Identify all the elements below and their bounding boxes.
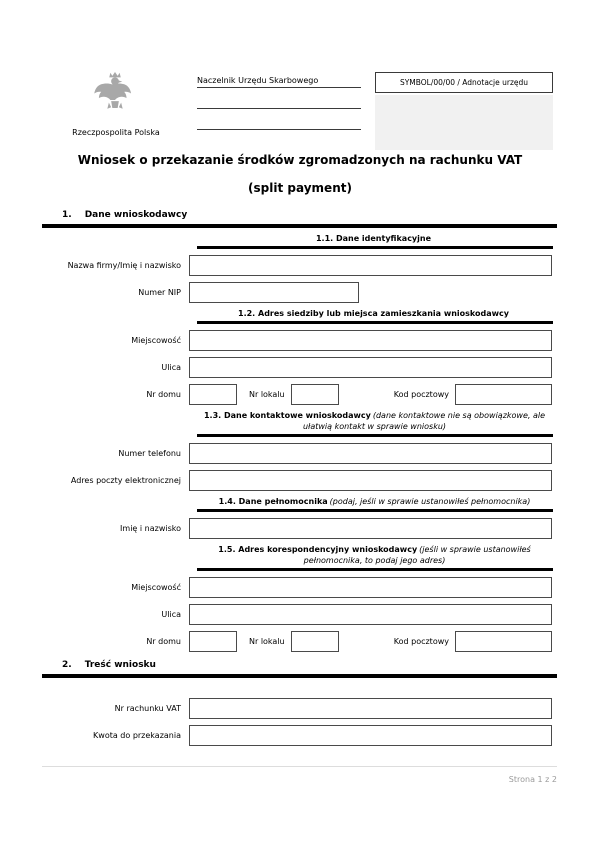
- flat-no-label: Nr lokalu: [249, 390, 285, 399]
- email-input[interactable]: [189, 470, 552, 491]
- subsection-1-2-divider: [197, 321, 553, 324]
- company-name-input[interactable]: [189, 255, 552, 276]
- field-row-email: [42, 470, 557, 491]
- office-annotation-area: [375, 95, 553, 150]
- field-row-city: [42, 330, 557, 351]
- subsection-1-1-heading: 1.1. Dane identyfikacyjne: [315, 234, 432, 243]
- subsection-1-3-heading: 1.3. Dane kontaktowe wnioskodawcy (dane kontaktowe nie są obowiązkowe, ale ułatwią kontakt w sprawie wniosku): [203, 411, 546, 431]
- section-2-heading: [62, 660, 557, 671]
- city-label: Miejscowość: [131, 335, 181, 345]
- company-name-label: Nazwa firmy/Imię i nazwisko: [67, 260, 181, 270]
- corr-city-input[interactable]: [189, 577, 552, 598]
- corr-postal-code-input[interactable]: [455, 631, 552, 652]
- symbol-annotations-box: SYMBOL/00/00 / Adnotacje urzędu: [375, 72, 553, 93]
- form-body: [42, 206, 557, 784]
- nip-input[interactable]: [189, 282, 359, 303]
- office-blank-line: [197, 88, 361, 109]
- phone-label: Numer telefonu: [118, 448, 181, 458]
- spacer: [42, 678, 557, 692]
- attorney-name-input[interactable]: [189, 518, 552, 539]
- subsection-1-5-divider: [197, 568, 553, 571]
- postal-code-label: Kod pocztowy: [393, 390, 449, 399]
- corr-postal-code-label: Kod pocztowy: [393, 637, 449, 646]
- office-block: [197, 74, 361, 130]
- form-subtitle: (split payment): [248, 181, 352, 195]
- subsection-1-5-heading: 1.5. Adres korespondencyjny wnioskodawcy (jeśli w sprawie ustanowiłeś pełnomocnika, to podaj jego adres): [218, 545, 531, 565]
- street-label: Ulica: [161, 362, 181, 372]
- office-name-label: Naczelnik Urzędu Skarbowego: [197, 74, 361, 88]
- corr-street-input[interactable]: [189, 604, 552, 625]
- corr-house-no-label: Nr domu: [146, 636, 181, 646]
- field-row-amount: [42, 725, 557, 746]
- corr-house-no-input[interactable]: [189, 631, 237, 652]
- house-no-input[interactable]: [189, 384, 237, 405]
- field-row-company-name: [42, 255, 557, 276]
- postal-code-group: [382, 384, 552, 405]
- section-1-number: 1.: [62, 210, 72, 220]
- section-1-divider: [42, 224, 557, 228]
- section-2-number: 2.: [62, 660, 72, 670]
- nip-label: Numer NIP: [138, 287, 181, 297]
- corr-flat-no-input[interactable]: [291, 631, 339, 652]
- field-row-vat-account: [42, 698, 557, 719]
- form-title: Wniosek o przekazanie środków zgromadzonych na rachunku VAT: [77, 153, 523, 167]
- section-1-heading: [62, 210, 557, 221]
- subsection-1-2-heading: 1.2. Adres siedziby lub miejsca zamieszkania wnioskodawcy: [238, 309, 509, 318]
- field-row-street: [42, 357, 557, 378]
- corr-street-label: Ulica: [161, 609, 181, 619]
- subsection-1-1-divider: [197, 246, 553, 249]
- field-row-corr-city: [42, 577, 557, 598]
- field-row-attorney-name: [42, 518, 557, 539]
- vat-account-input[interactable]: [189, 698, 552, 719]
- corr-postal-code-group: [382, 631, 552, 652]
- corr-flat-no-label: Nr lokalu: [249, 637, 285, 646]
- field-row-nip: [42, 282, 557, 303]
- country-label: Rzeczpospolita Polska: [72, 128, 160, 137]
- attorney-name-label: Imię i nazwisko: [120, 523, 181, 533]
- phone-input[interactable]: [189, 443, 552, 464]
- footer-divider: [42, 766, 557, 767]
- section-2-title: Treść wniosku: [84, 660, 156, 670]
- vat-account-label: Nr rachunku VAT: [114, 703, 181, 713]
- subsection-1-4-divider: [197, 509, 553, 512]
- field-row-phone: [42, 443, 557, 464]
- street-input[interactable]: [189, 357, 552, 378]
- subsection-1-4-heading: 1.4. Dane pełnomocnika (podaj, jeśli w sprawie ustanowiłeś pełnomocnika): [218, 497, 531, 506]
- corr-city-label: Miejscowość: [131, 582, 181, 592]
- field-row-address-numbers: [42, 384, 557, 405]
- office-blank-line: [197, 109, 361, 130]
- section-1-title: Dane wnioskodawcy: [84, 210, 188, 220]
- email-label: Adres poczty elektronicznej: [70, 475, 181, 485]
- house-no-label: Nr domu: [146, 389, 181, 399]
- field-row-corr-street: [42, 604, 557, 625]
- amount-input[interactable]: [189, 725, 552, 746]
- field-row-corr-address-numbers: [42, 631, 557, 652]
- amount-label: Kwota do przekazania: [93, 730, 181, 740]
- city-input[interactable]: [189, 330, 552, 351]
- postal-code-input[interactable]: [455, 384, 552, 405]
- polish-eagle-emblem-icon: [92, 68, 138, 122]
- page-number: Strona 1 z 2: [508, 775, 557, 784]
- flat-no-input[interactable]: [291, 384, 339, 405]
- subsection-1-3-divider: [197, 434, 553, 437]
